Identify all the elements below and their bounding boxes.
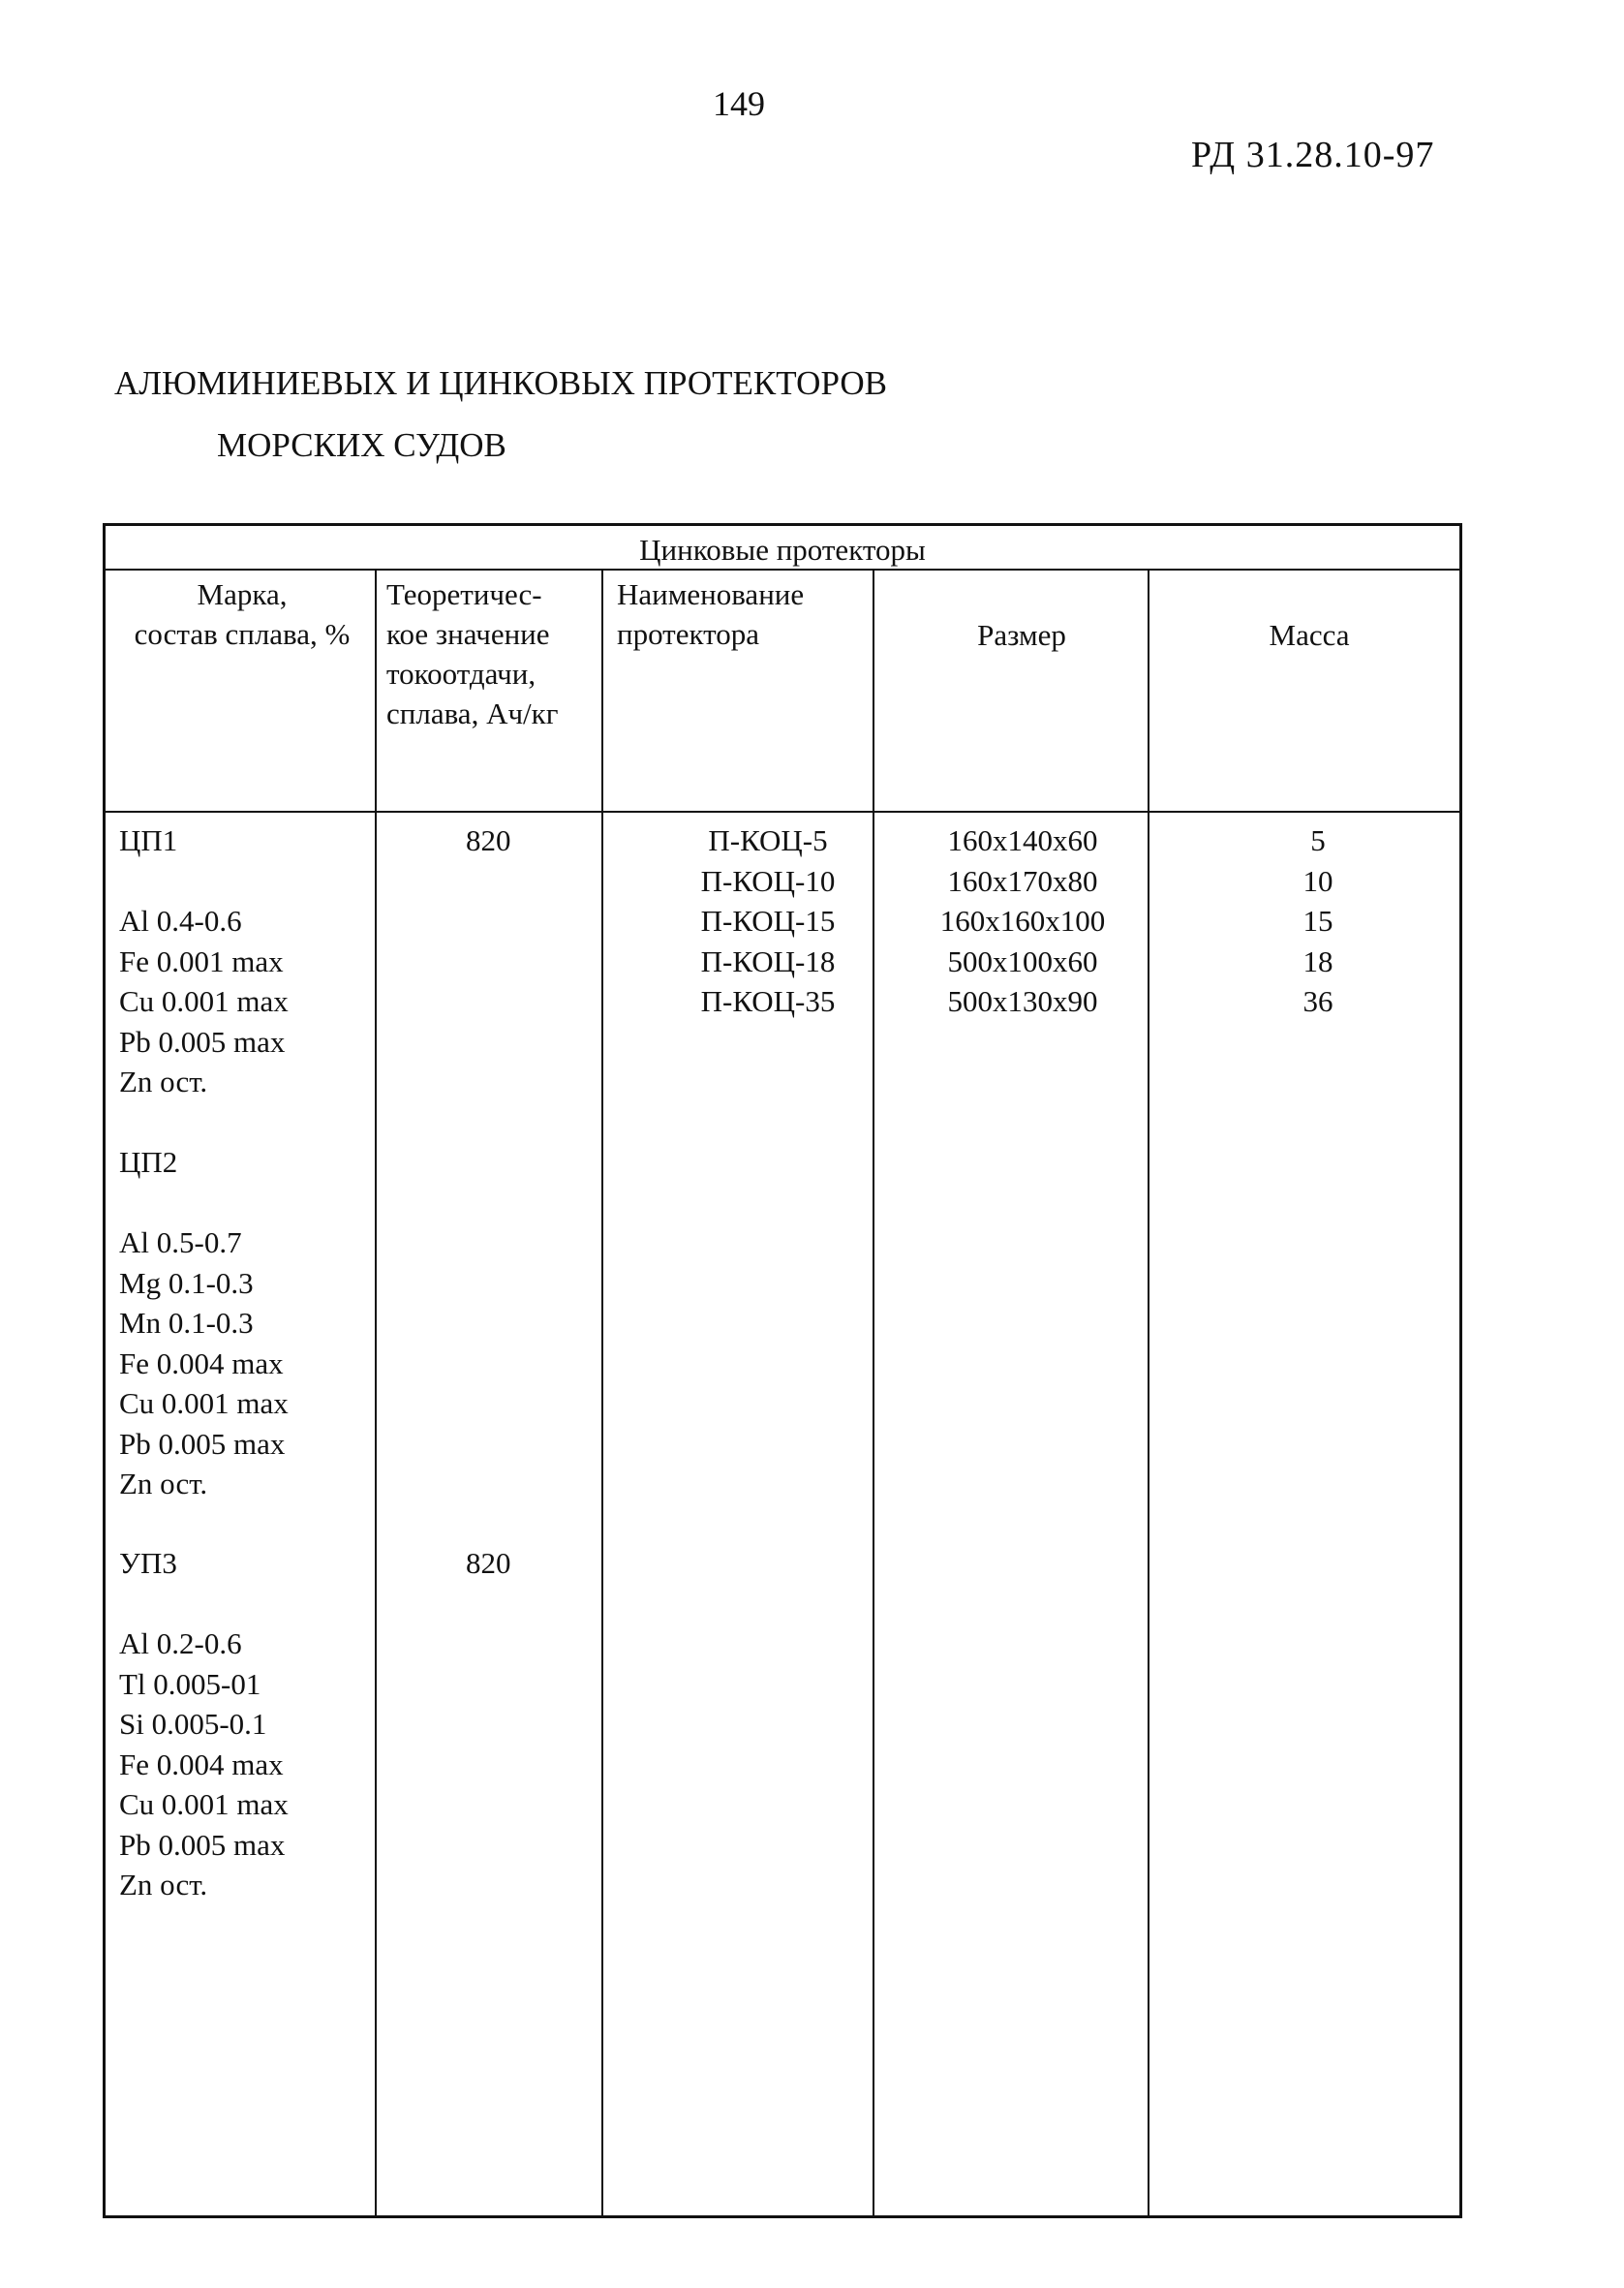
document-title-line-1: АЛЮМИНИЕВЫХ И ЦИНКОВЫХ ПРОТЕКТОРОВ: [114, 364, 887, 402]
list-item: П-КОЦ-10: [700, 863, 836, 898]
header-protector-name: Наименование протектора: [617, 577, 805, 651]
list-item: 10: [1302, 863, 1333, 898]
grade-cp1: ЦП1 Al 0.4-0.6 Fe 0.001 max Cu 0.001 max Pb 0.005 max Zn ост.: [119, 823, 289, 1098]
list-item: П-КОЦ-15: [700, 904, 836, 938]
protector-names: [667, 820, 869, 1022]
theoretical-value-up3: 820: [466, 1546, 511, 1580]
header-divider: [106, 811, 1459, 813]
document-code: РД 31.28.10-97: [1191, 135, 1435, 175]
column-divider: [873, 569, 874, 2215]
list-item: 5: [1310, 823, 1326, 857]
header-mass: Масса: [1269, 618, 1350, 652]
list-item: 15: [1302, 904, 1333, 938]
list-item: 36: [1302, 984, 1333, 1018]
list-item: 500x100x60: [947, 943, 1098, 978]
theoretical-value-cp1: 820: [466, 823, 511, 857]
table-caption: Цинковые протекторы: [106, 526, 1459, 571]
list-item: П-КОЦ-5: [708, 823, 828, 857]
column-divider: [1148, 569, 1149, 2215]
list-item: 160x160x100: [939, 904, 1106, 938]
header-grade: Марка, состав сплава, %: [134, 577, 351, 651]
document-title-line-2: МОРСКИХ СУДОВ: [217, 426, 506, 464]
list-item: П-КОЦ-35: [700, 984, 836, 1018]
list-item: 500x130x90: [947, 984, 1098, 1018]
protector-masses: [1289, 820, 1347, 1022]
list-item: 18: [1302, 943, 1333, 978]
header-size: Размер: [977, 618, 1066, 652]
column-divider: [375, 569, 377, 2215]
column-divider: [601, 569, 603, 2215]
list-item: П-КОЦ-18: [700, 943, 836, 978]
protector-sizes: [919, 820, 1126, 1022]
list-item: 160x170x80: [947, 863, 1098, 898]
grade-up3: УП3 Al 0.2-0.6 Tl 0.005-01 Si 0.005-0.1 Fe 0.004 max Cu 0.001 max Pb 0.005 max Zn ост.: [119, 1546, 289, 1902]
page-number: 149: [713, 84, 765, 123]
grade-cp2: ЦП2 Al 0.5-0.7 Mg 0.1-0.3 Mn 0.1-0.3 Fe 0.004 max Cu 0.001 max Pb 0.005 max Zn ост.: [119, 1145, 289, 1500]
zinc-protectors-table: [103, 523, 1462, 2218]
header-theoretical-value: Теоретичес- кое значение токоотдачи, сплава, Ач/кг: [386, 577, 559, 730]
list-item: 160x140x60: [947, 823, 1098, 857]
